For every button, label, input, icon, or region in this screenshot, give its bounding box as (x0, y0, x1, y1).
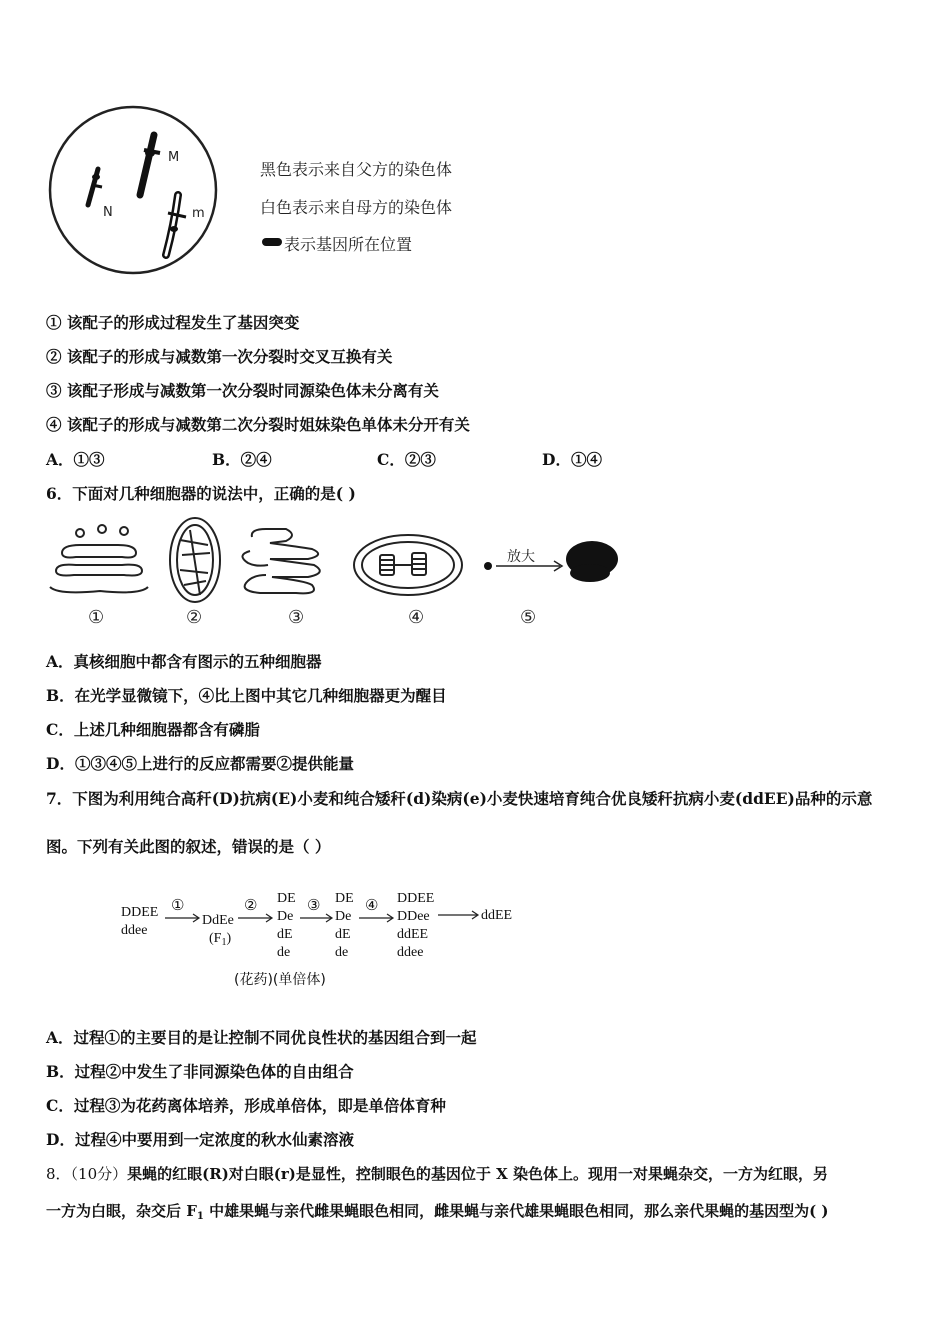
flow-parents: DDEE ddee (121, 905, 159, 938)
organelle-label-1: ① (88, 607, 105, 628)
q7-option-a[interactable]: A．过程①的主要目的是让控制不同优良性状的基因组合到一起 (46, 1028, 477, 1047)
label-m: m (192, 206, 205, 221)
organelle-er (242, 529, 319, 593)
flow-step-1: ① (171, 898, 185, 914)
flow-f1: DdEe (202, 913, 234, 928)
legend-gene: 表示基因所在位置 (284, 235, 413, 254)
q5-statement-2: ② 该配子的形成与减数第一次分裂时交叉互换有关 (46, 347, 393, 366)
chromosome-N (88, 169, 102, 205)
organelle-chloroplast (354, 535, 462, 595)
flow-arrow-4 (357, 912, 397, 924)
flow-step-4: ④ (365, 898, 379, 914)
chromosome-m (166, 195, 186, 255)
flow-gametes: DE De dE de (277, 891, 296, 960)
q6-stem: 6．下面对几种细胞器的说法中，正确的是( ) (46, 484, 356, 503)
gene-position-marker (262, 238, 282, 246)
q6-option-c[interactable]: C．上述几种细胞器都含有磷脂 (46, 720, 260, 739)
q7-stem-line1: 7．下图为利用纯合高秆(D)抗病(E)小麦和纯合矮秆(d)染病(e)小麦快速培育纯合优良矮秆抗病小麦(ddEE)品种的示意 (46, 789, 873, 808)
q8-score: （10分） (70, 1165, 128, 1183)
flow-step-3: ③ (307, 898, 321, 914)
q6-option-b[interactable]: B．在光学显微镜下，④比上图中其它几种细胞器更为醒目 (46, 686, 447, 705)
chromosome-M (140, 135, 160, 195)
legend-father: 黑色表示来自父方的染色体 (260, 160, 453, 179)
q5-statement-3: ③ 该配子形成与减数第一次分裂时同源染色体未分离有关 (46, 381, 439, 400)
flow-arrow-3 (298, 912, 336, 924)
q5-statement-1: ① 该配子的形成过程发生了基因突变 (46, 313, 300, 332)
flow-arrow-5 (436, 909, 482, 921)
q5-option-c[interactable]: C．②③ (377, 450, 436, 469)
organelle-label-5: ⑤ (520, 607, 537, 628)
flow-f1-label: $(F_1)$ (209, 931, 232, 948)
organelle-label-2: ② (186, 607, 203, 628)
q8-text-1: 果蝇的红眼(R)对白眼(r)是显性，控制眼色的基因位于 X 染色体上。现用一对果蝇杂交，一方为红眼，另 (127, 1165, 828, 1183)
magnify-label: 放大 (507, 549, 535, 565)
flow-haploids: DE De dE de (335, 891, 354, 960)
q8-line2: 一方为白眼，杂交后 $F_1$ 中雄果蝇与亲代雌果蝇眼色相同，雌果蝇与亲代雄果蝇眼色相同，那么亲代果蝇的基因型为( ) (46, 1202, 829, 1222)
label-M: M (168, 150, 180, 165)
label-N: N (103, 205, 113, 220)
organelles-figure (40, 515, 640, 630)
q6-option-a[interactable]: A．真核细胞中都含有图示的五种细胞器 (46, 652, 322, 671)
legend-mother: 白色表示来自母方的染色体 (260, 198, 453, 217)
q8-line1 (46, 1163, 828, 1184)
q7-option-b[interactable]: B．过程②中发生了非同源染色体的自由组合 (46, 1062, 354, 1081)
q7-option-d[interactable]: D．过程④中要用到一定浓度的秋水仙素溶液 (46, 1130, 354, 1149)
q5-statement-4: ④ 该配子的形成与减数第二次分裂时姐妹染色单体未分开有关 (46, 415, 470, 434)
flow-arrow-2 (236, 912, 276, 924)
organelle-label-4: ④ (408, 607, 425, 628)
flow-caption: (花药)(单倍体) (234, 972, 326, 988)
flow-diploids: DDEE DDee ddEE ddee (397, 891, 435, 960)
q7-option-c[interactable]: C．过程③为花药离体培养，形成单倍体，即是单倍体育种 (46, 1096, 446, 1115)
organelle-label-3: ③ (288, 607, 305, 628)
flow-arrow-1 (163, 912, 203, 924)
q6-option-d[interactable]: D．①③④⑤上进行的反应都需要②提供能量 (46, 754, 354, 773)
organelle-mitochondrion (170, 518, 220, 602)
flow-result: ddEE (481, 908, 513, 923)
q5-option-b[interactable]: B．②④ (212, 450, 272, 469)
flow-step-2: ② (244, 898, 258, 914)
chromosome-figure (40, 95, 240, 295)
q5-option-d[interactable]: D．①④ (542, 450, 602, 469)
q8-number: 8． (46, 1165, 71, 1183)
organelle-golgi (50, 525, 148, 592)
organelle-ribosome (484, 541, 618, 582)
q5-option-a[interactable]: A．①③ (46, 450, 105, 469)
cell-outline (50, 107, 216, 273)
q7-stem-line2: 图。下列有关此图的叙述，错误的是（ ） (46, 837, 331, 856)
